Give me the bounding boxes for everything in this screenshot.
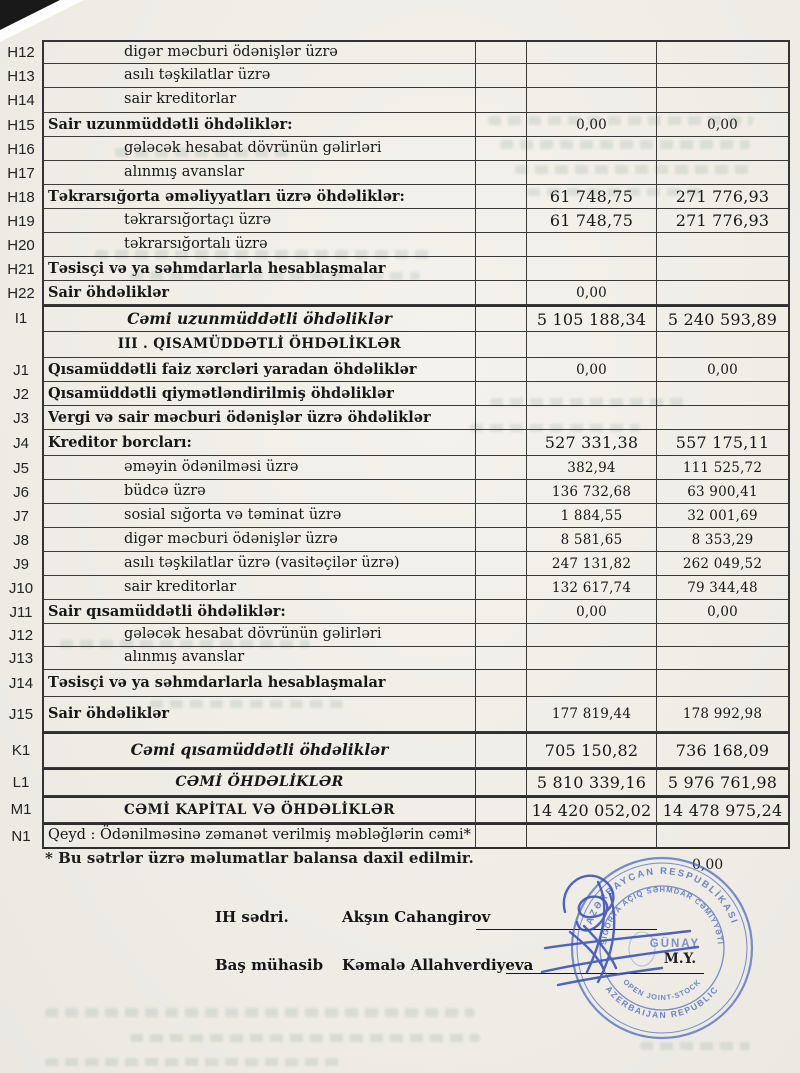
table-row xyxy=(0,137,790,161)
table-row xyxy=(0,768,790,796)
row-code: H13 xyxy=(7,67,35,85)
row-label: CƏMİ KAPİTAL VƏ ÖHDƏLİKLƏR xyxy=(44,798,476,822)
row-label: Sair qısamüddətli öhdəliklər: xyxy=(44,600,476,623)
empty-cell xyxy=(476,624,527,646)
row-label: digər məcburi ödənişlər üzrə xyxy=(44,42,476,63)
row-label: büdcə üzrə xyxy=(44,480,476,503)
row-label: əməyin ödənilməsi üzrə xyxy=(44,456,476,479)
table-row xyxy=(0,624,790,647)
row-code: J5 xyxy=(13,459,29,477)
row-label: asılı təşkilatlar üzrə xyxy=(44,64,476,87)
empty-cell xyxy=(476,430,527,455)
signature-name-2: Kəmalə Allahverdiyeva xyxy=(342,956,534,974)
value-previous-period xyxy=(657,382,788,405)
value-current-period xyxy=(527,257,657,280)
row-label: Qısamüddətli qiymətləndirilmiş öhdəliklər xyxy=(44,382,476,405)
value-current-period: 14 420 052,02 xyxy=(527,798,657,822)
row-label: gələcək hesabat dövrünün gəlirləri xyxy=(44,137,476,160)
empty-cell xyxy=(476,406,527,429)
value-previous-period: 79 344,48 xyxy=(687,579,758,596)
value-previous-period: 8 353,29 xyxy=(691,531,754,548)
footnote: * Bu sətrlər üzrə məlumatlar balansa daxil edilmir. xyxy=(45,849,474,867)
value-current-period xyxy=(527,42,657,63)
row-label: sair kreditorlar xyxy=(44,576,476,599)
row-code: K1 xyxy=(11,741,31,759)
value-current-period: 5 105 188,34 xyxy=(527,307,657,331)
value-previous-period: 271 776,93 xyxy=(675,187,770,206)
value-current-period: 0,00 xyxy=(527,358,657,381)
empty-cell xyxy=(476,332,527,357)
balance-table xyxy=(0,40,790,849)
handwritten-signature xyxy=(540,852,740,1022)
row-label: CƏMİ ÖHDƏLİKLƏR xyxy=(44,770,476,795)
value-previous-period xyxy=(657,64,788,87)
empty-cell xyxy=(476,770,527,795)
value-previous-period xyxy=(657,670,788,696)
empty-cell xyxy=(476,600,527,623)
floating-value: 0,00 xyxy=(692,857,724,873)
value-previous-period xyxy=(657,624,788,646)
empty-cell xyxy=(476,552,527,575)
row-code: J4 xyxy=(13,434,29,452)
row-code: H12 xyxy=(7,43,35,61)
row-label: asılı təşkilatlar üzrə (vasitəçilər üzrə) xyxy=(44,552,476,575)
row-label: təkrarsığortaçı üzrə xyxy=(44,209,476,232)
empty-cell xyxy=(476,88,527,112)
row-label: Qeyd : Ödənilməsinə zəmanət verilmiş məbləğlərin cəmi* xyxy=(44,825,476,847)
row-label: Təsisçi və ya səhmdarlarla hesablaşmalar xyxy=(44,257,476,280)
value-current-period xyxy=(527,137,657,160)
table-row xyxy=(0,823,790,849)
value-current-period: 0,00 xyxy=(527,281,657,304)
empty-cell xyxy=(476,161,527,184)
table-row xyxy=(0,670,790,697)
value-previous-period: 271 776,93 xyxy=(675,211,770,230)
bleed-through-artifact xyxy=(45,1058,345,1066)
table-row xyxy=(0,528,790,552)
table-row xyxy=(0,358,790,382)
row-code: H22 xyxy=(7,284,35,302)
row-code: L1 xyxy=(12,773,30,791)
value-previous-period: 736 168,09 xyxy=(675,741,770,760)
table-row xyxy=(0,233,790,257)
value-current-period: 61 748,75 xyxy=(527,209,657,232)
row-code: N1 xyxy=(11,827,31,845)
row-label: Sair öhdəliklər xyxy=(44,281,476,304)
row-code xyxy=(0,332,42,358)
row-code: J1 xyxy=(13,361,29,379)
table-row xyxy=(0,161,790,185)
row-label: təkrarsığortalı üzrə xyxy=(44,233,476,256)
table-row xyxy=(0,576,790,600)
row-code: H14 xyxy=(7,92,35,109)
table-row xyxy=(0,647,790,670)
stamp-arc-bottom-text: AZERBAIJAN REPUBLIC xyxy=(603,983,721,1021)
empty-cell xyxy=(476,504,527,527)
empty-cell xyxy=(476,734,527,767)
value-current-period: 8 581,65 xyxy=(527,528,657,551)
value-previous-period xyxy=(657,825,788,847)
row-label: III . QISAMÜDDƏTLİ ÖHDƏLİKLƏR xyxy=(44,332,476,357)
table-row xyxy=(0,281,790,305)
value-current-period: 177 819,44 xyxy=(527,697,657,731)
table-row xyxy=(0,732,790,768)
table-row xyxy=(0,40,790,64)
empty-cell xyxy=(476,825,527,847)
table-row xyxy=(0,382,790,406)
table-row xyxy=(0,697,790,732)
row-code: J10 xyxy=(8,579,34,597)
value-current-period: 382,94 xyxy=(527,456,657,479)
empty-cell xyxy=(476,480,527,503)
value-current-period: 0,00 xyxy=(527,600,657,623)
table-row xyxy=(0,113,790,137)
value-current-period: 132 617,74 xyxy=(527,576,657,599)
row-code: H21 xyxy=(7,260,35,278)
stamp-center-name: GÜNAY xyxy=(649,938,701,950)
row-code: J6 xyxy=(13,483,29,501)
value-previous-period: 262 049,52 xyxy=(682,555,763,572)
value-current-period: 527 331,38 xyxy=(527,430,657,455)
row-label: Qısamüddətli faiz xərcləri yaradan öhdəliklər xyxy=(44,358,476,381)
empty-cell xyxy=(476,113,527,136)
value-current-period xyxy=(527,624,657,646)
value-current-period xyxy=(527,64,657,87)
table-row xyxy=(0,88,790,113)
row-label: Kreditor borcları: xyxy=(44,430,476,455)
row-code: J2 xyxy=(13,385,29,403)
empty-cell xyxy=(476,307,527,331)
row-code: J8 xyxy=(13,531,29,549)
value-previous-period: 32 001,69 xyxy=(687,507,758,524)
bleed-through-artifact xyxy=(130,1034,480,1042)
table-row xyxy=(0,305,790,332)
empty-cell xyxy=(476,185,527,208)
row-code: J11 xyxy=(9,603,33,621)
value-current-period: 247 131,82 xyxy=(527,552,657,575)
row-code: J15 xyxy=(8,706,34,723)
stamp-arc-top-inner-text: SIĞORTA AÇIQ SƏHMDAR CƏMİYYƏTİ xyxy=(599,884,725,946)
value-current-period: 136 732,68 xyxy=(527,480,657,503)
row-code: H18 xyxy=(7,188,35,206)
value-current-period: 61 748,75 xyxy=(527,185,657,208)
value-previous-period: 178 992,98 xyxy=(682,706,763,722)
value-previous-period: 63 900,41 xyxy=(687,483,758,500)
row-label: gələcək hesabat dövrünün gəlirləri xyxy=(44,624,476,646)
value-previous-period xyxy=(657,137,788,160)
row-code: J9 xyxy=(13,555,29,573)
empty-cell xyxy=(476,137,527,160)
row-label: sair kreditorlar xyxy=(44,88,476,112)
table-row xyxy=(0,257,790,281)
row-label: Cəmi uzunmüddətli öhdəliklər xyxy=(44,307,476,331)
row-code: H15 xyxy=(7,116,35,134)
value-previous-period: 0,00 xyxy=(707,603,738,620)
stamp-arc-bottom-inner-text: OPEN JOINT-STOCK xyxy=(621,977,703,1003)
value-previous-period xyxy=(657,647,788,669)
value-current-period xyxy=(527,161,657,184)
table-row xyxy=(0,332,790,358)
row-code: H16 xyxy=(7,140,35,158)
row-code: J13 xyxy=(8,650,34,667)
row-code: J3 xyxy=(13,409,29,427)
row-code: M1 xyxy=(10,801,32,818)
row-label: digər məcburi ödənişlər üzrə xyxy=(44,528,476,551)
bleed-through-artifact xyxy=(45,1008,475,1017)
value-current-period xyxy=(527,382,657,405)
row-label: Təsisçi və ya səhmdarlarla hesablaşmalar xyxy=(44,670,476,696)
value-previous-period xyxy=(657,233,788,256)
empty-cell xyxy=(476,697,527,731)
table-row xyxy=(0,430,790,456)
signature-name-1: Akşın Cahangirov xyxy=(342,908,491,926)
empty-cell xyxy=(476,576,527,599)
stamp-center-initials: M.Y. xyxy=(663,951,697,967)
empty-cell xyxy=(476,209,527,232)
value-previous-period xyxy=(657,257,788,280)
value-current-period: 705 150,82 xyxy=(527,734,657,767)
value-previous-period: 557 175,11 xyxy=(675,433,770,452)
row-label: Cəmi qısamüddətli öhdəliklər xyxy=(44,734,476,767)
empty-cell xyxy=(476,647,527,669)
empty-cell xyxy=(476,456,527,479)
value-previous-period: 5 240 593,89 xyxy=(667,309,778,329)
row-code: H19 xyxy=(7,212,35,230)
signature-ink-icon xyxy=(540,852,740,1022)
value-current-period xyxy=(527,825,657,847)
signature-role-2: Baş mühasib xyxy=(215,956,324,974)
table-row xyxy=(0,504,790,528)
value-current-period xyxy=(527,332,657,357)
row-code: J7 xyxy=(13,507,29,525)
empty-cell xyxy=(476,798,527,822)
empty-cell xyxy=(476,670,527,696)
row-code: J12 xyxy=(8,627,34,644)
table-row xyxy=(0,480,790,504)
table-row xyxy=(0,64,790,88)
empty-cell xyxy=(476,528,527,551)
table-row xyxy=(0,796,790,823)
value-previous-period: 0,00 xyxy=(707,116,738,133)
row-code: I1 xyxy=(14,310,28,327)
table-row xyxy=(0,406,790,430)
row-label: alınmış avanslar xyxy=(44,161,476,184)
value-previous-period: 5 976 761,98 xyxy=(667,773,778,792)
value-previous-period: 111 525,72 xyxy=(682,459,763,476)
value-previous-period xyxy=(657,42,788,63)
stamp-arc-top-text: AZƏRBAYCAN RESPUBLİKASI xyxy=(584,865,740,927)
value-previous-period xyxy=(657,88,788,112)
value-previous-period xyxy=(657,281,788,304)
value-current-period xyxy=(527,647,657,669)
value-previous-period: 14 478 975,24 xyxy=(662,800,783,820)
empty-cell xyxy=(476,382,527,405)
row-code: H20 xyxy=(7,236,35,254)
row-label: alınmış avanslar xyxy=(44,647,476,669)
table-row xyxy=(0,185,790,209)
table-row xyxy=(0,552,790,576)
value-current-period: 1 884,55 xyxy=(527,504,657,527)
value-previous-period xyxy=(657,332,788,357)
row-label: Təkrarsığorta əməliyyatları üzrə öhdəliklər: xyxy=(44,185,476,208)
value-current-period: 0,00 xyxy=(527,113,657,136)
row-code: H17 xyxy=(7,164,35,182)
empty-cell xyxy=(476,233,527,256)
row-label: Sair öhdəliklər xyxy=(44,697,476,731)
signature-role-1: IH sədri. xyxy=(215,908,289,926)
table-row xyxy=(0,600,790,624)
empty-cell xyxy=(476,358,527,381)
value-current-period xyxy=(527,406,657,429)
table-row xyxy=(0,209,790,233)
row-code: J14 xyxy=(8,675,34,692)
value-previous-period xyxy=(657,161,788,184)
row-label: Vergi və sair məcburi ödənişlər üzrə öhdəliklər xyxy=(44,406,476,429)
empty-cell xyxy=(476,64,527,87)
value-current-period xyxy=(527,88,657,112)
row-label: sosial sığorta və təminat üzrə xyxy=(44,504,476,527)
empty-cell xyxy=(476,42,527,63)
value-current-period: 5 810 339,16 xyxy=(527,770,657,795)
value-previous-period: 0,00 xyxy=(707,361,738,378)
table-row xyxy=(0,456,790,480)
empty-cell xyxy=(476,281,527,304)
value-current-period xyxy=(527,670,657,696)
value-current-period xyxy=(527,233,657,256)
empty-cell xyxy=(476,257,527,280)
value-previous-period xyxy=(657,406,788,429)
row-label: Sair uzunmüddətli öhdəliklər: xyxy=(44,113,476,136)
